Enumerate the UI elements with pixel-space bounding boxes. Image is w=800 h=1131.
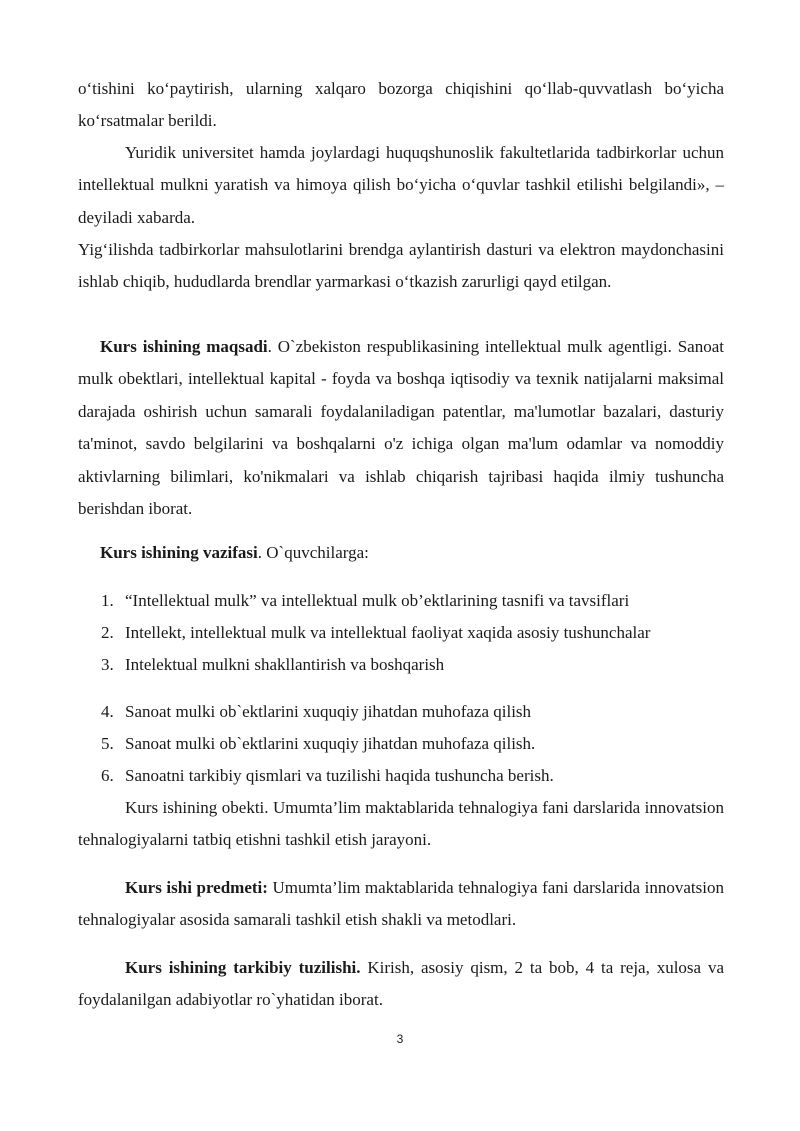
paragraph-structure [78,952,724,1017]
list-item-number: 5. [101,734,114,753]
list-item [101,696,741,728]
goal-text: . O`zbekiston respublikasining intellektual mulk agentligi. Sanoat mulk obektlari, intellektual kapital - foyda va boshqa iqtisodiy va texnik natijalarni maksimal darajada oshirish uchun samarali foydalaniladigan patentlar, ma'lumotlar bazalari, dasturiy ta'minot, savdo belgilarini va boshqalarni o'z ichiga olgan ma'lum odamlar va nomoddiy aktivlarning bilimlari, ko'nikmalari va ishlab chiqarish tajribasi haqida ilmiy tushuncha berishdan iborat. [78,337,724,519]
list-item-text: “Intellektual mulk” va intellektual mulk ob’ektlarining tasnifi va tavsiflari [125,591,630,610]
list-item-number: 3. [101,655,114,674]
paragraph-continuation: o‘tishini ko‘paytirish, ularning xalqaro bozorga chiqishini qo‘llab-quvvatlash bo‘yicha ko‘rsatmalar berildi. [78,79,724,131]
paragraph-subject [78,872,724,937]
paragraph-object: Kurs ishining obekti. Umumta’lim maktablarida tehnalogiya fani darslarida innovatsion tehnalogiyalarni tatbiq etishni tashkil etish jarayoni. [78,798,724,850]
paragraph-task [78,537,724,569]
list-item [101,585,741,617]
list-item [101,649,741,681]
list-item-number: 6. [101,766,114,785]
list-item-number: 2. [101,623,114,642]
list-item-text: Sanoat mulki ob`ektlarini xuquqiy jihatdan muhofaza qilish [125,702,532,721]
list-item-number: 1. [101,591,114,610]
list-item [101,760,741,792]
page-number: 3 [396,1032,404,1046]
task-text: . O`quvchilarga: [257,543,369,562]
paragraph-meeting: Yig‘ilishda tadbirkorlar mahsulotlarini brendga aylantirish dasturi va elektron maydonchasini ishlab chiqib, hududlarda brendlar yarmarkasi o‘tkazish zarurligi qayd etilgan. [78,240,724,292]
paragraph-university: Yuridik universitet hamda joylardagi huquqshunoslik fakultetlarida tadbirkorlar uchun intellektual mulkni yaratish va himoya qilish bo‘yicha o‘quvlar tashkil etilishi belgilandi», – deyiladi xabarda. [78,143,724,227]
list-item [101,728,741,760]
list-item-text: Intelektual mulkni shakllantirish va boshqarish [125,655,445,674]
list-item-text: Sanoatni tarkibiy qismlari va tuzilishi haqida tushuncha berish. [125,766,554,785]
paragraph-goal [78,331,724,525]
list-item-number: 4. [101,702,114,721]
list-item [101,617,741,649]
subject-heading: Kurs ishi predmeti: [125,878,268,897]
task-heading: Kurs ishining vazifasi [100,543,258,562]
goal-heading: Kurs ishining maqsadi [100,337,268,356]
list-item-text: Sanoat mulki ob`ektlarini xuquqiy jihatdan muhofaza qilish. [125,734,536,753]
structure-text: Kirish, asosiy qism, 2 ta bob, 4 ta reja, xulosa va foydalanilgan adabiyotlar ro`yhatidan iborat. [78,958,724,1010]
structure-heading: Kurs ishining tarkibiy tuzilishi. [125,958,361,977]
subject-text: Umumta’lim maktablarida tehnalogiya fani darslarida innovatsion tehnalogiyalar asosida samarali tashkil etish shakli va metodlari. [78,878,724,930]
list-item-text: Intellekt, intellektual mulk va intellektual faoliyat xaqida asosiy tushunchalar [125,623,651,642]
